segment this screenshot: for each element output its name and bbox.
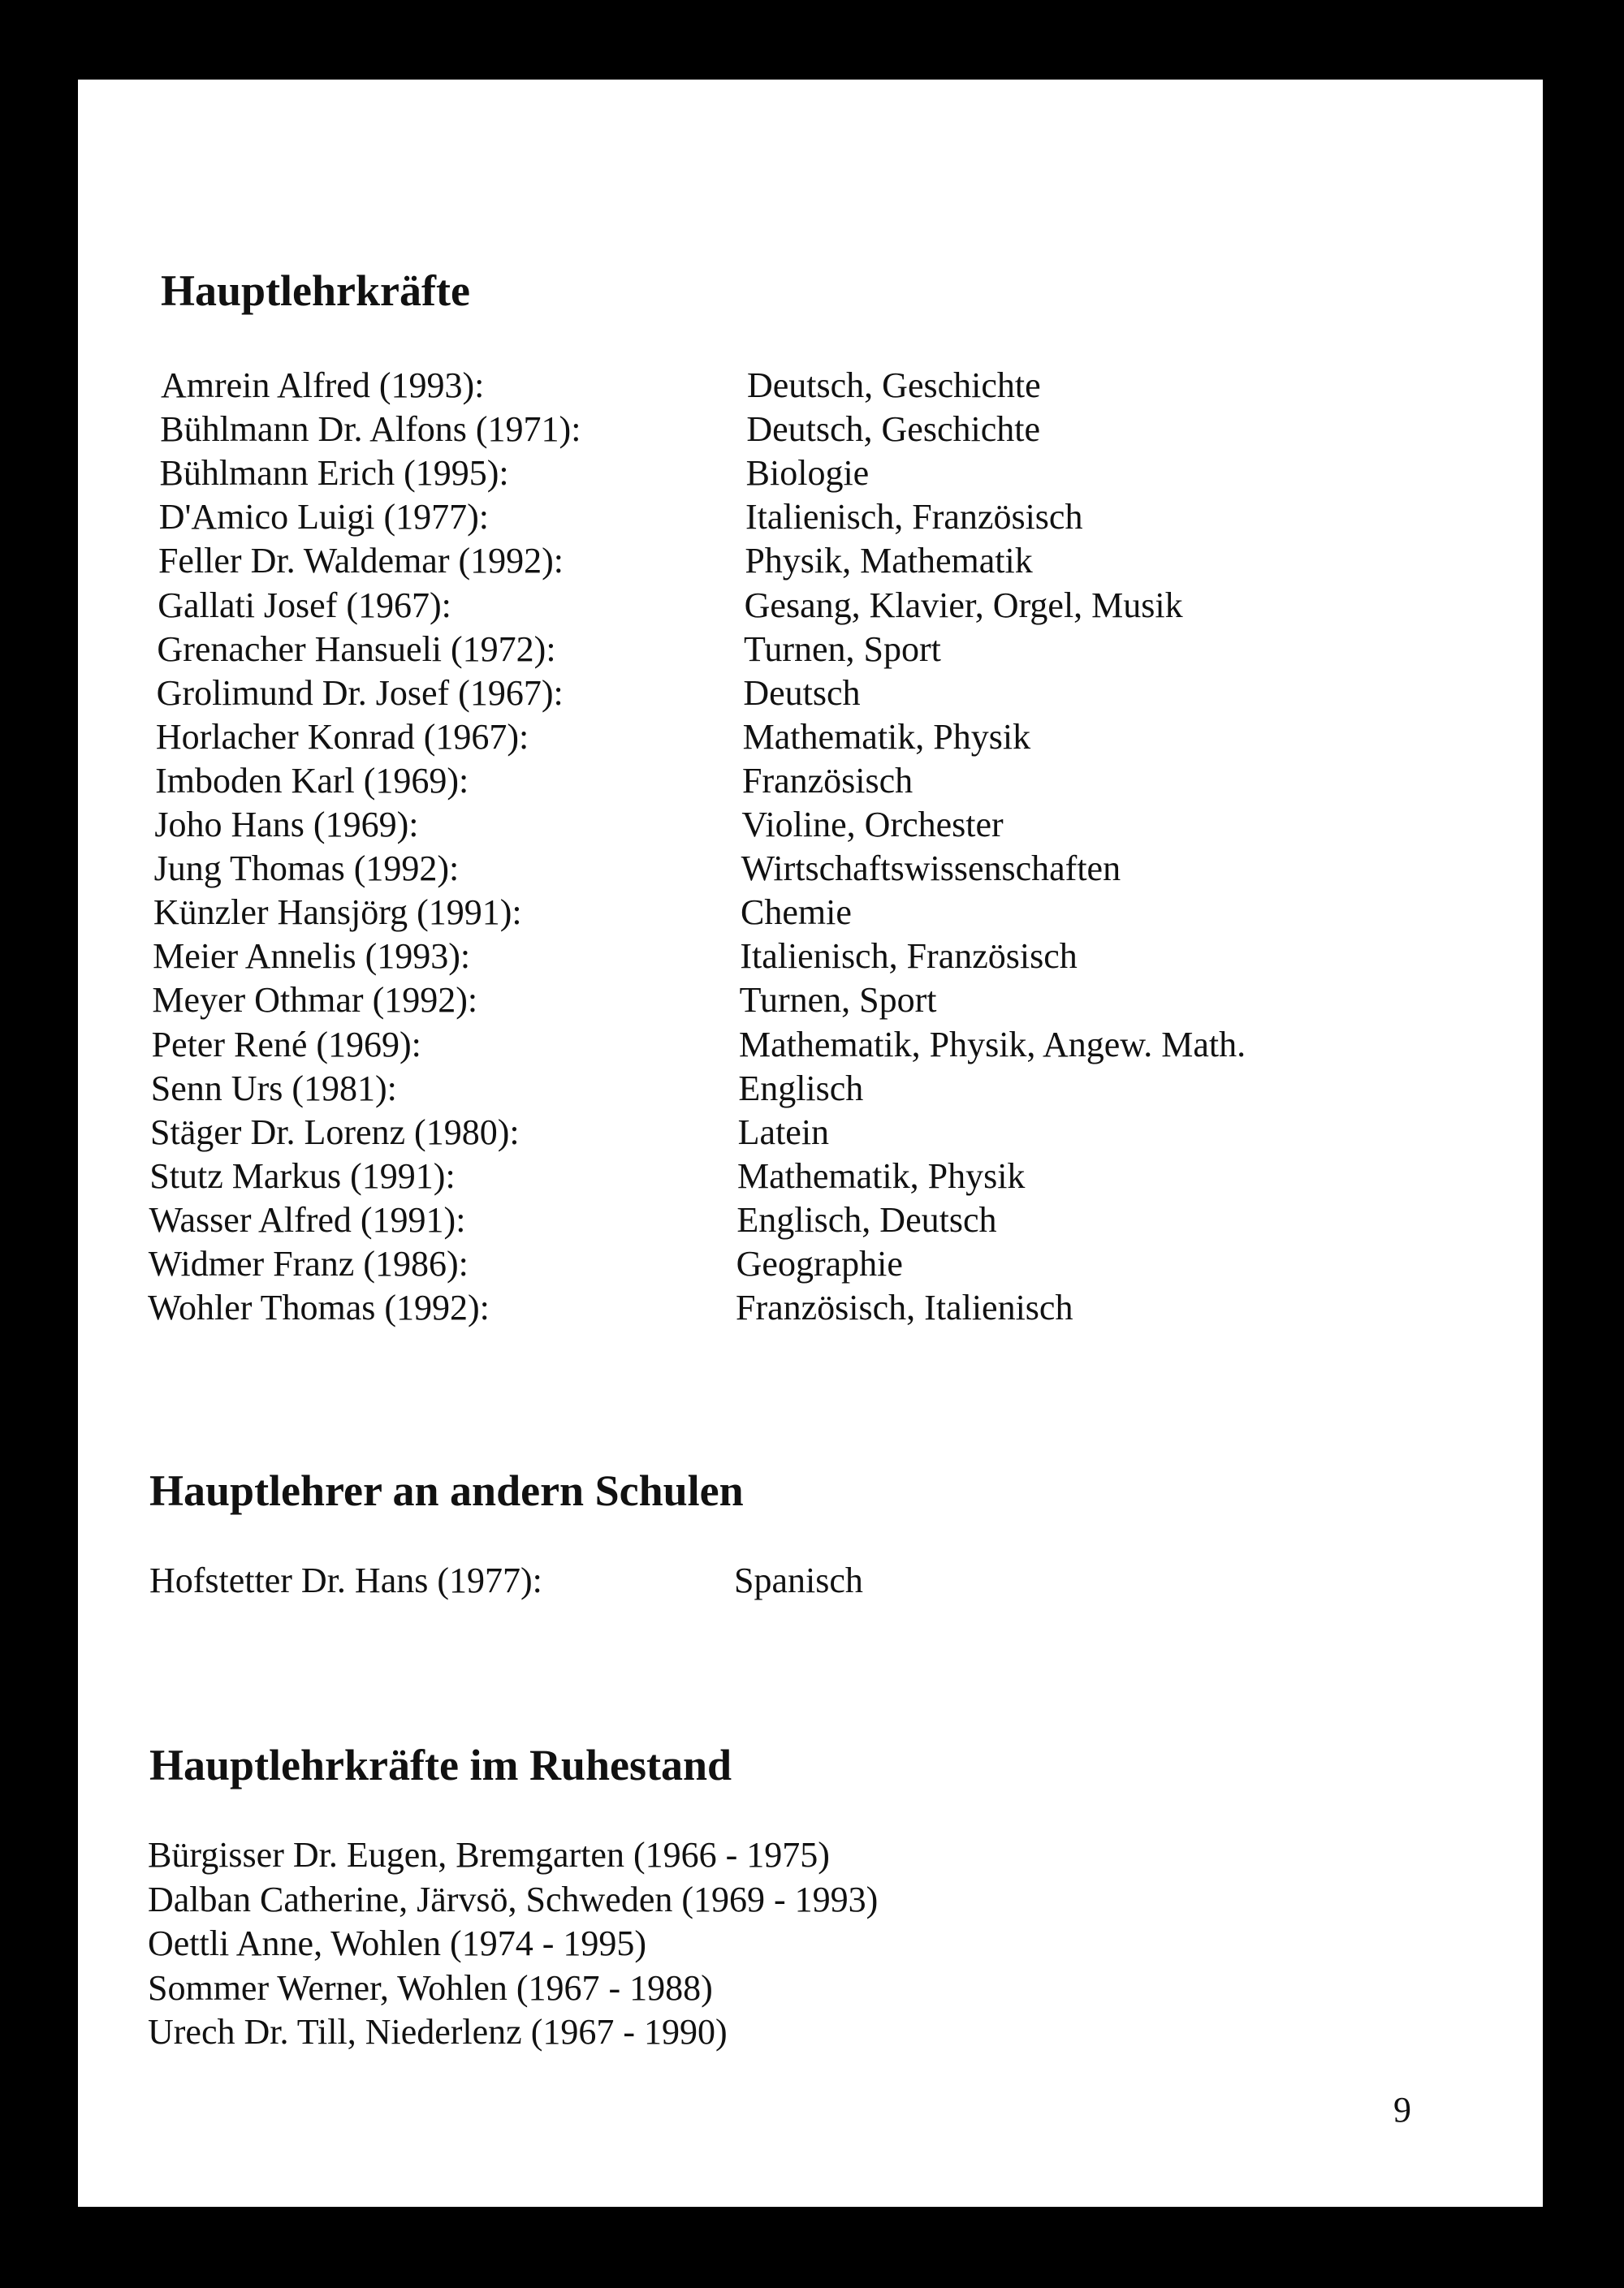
teacher-subject: Französisch, Italienisch [736,1288,1073,1328]
section-heading-main-staff: Hauptlehrkräfte [161,266,470,315]
teacher-name: Stutz Markus (1991): [149,1155,456,1196]
teacher-name: Meier Annelis (1993): [153,936,471,977]
teacher-name: Meyer Othmar (1992): [152,980,478,1021]
section-heading-retired: Hauptlehrkräfte im Ruhestand [149,1741,732,1789]
list-item: Sommer Werner, Wohlen (1967 - 1988) [148,1967,713,2008]
teacher-subject: Biologie [745,453,870,494]
teacher-subject: Deutsch, Geschichte [747,365,1041,405]
teacher-name: Grenacher Hansueli (1972): [157,628,556,669]
list-item: Bürgisser Dr. Eugen, Bremgarten (1966 - 1975) [148,1835,830,1875]
teacher-name: D'Amico Luigi (1977): [158,497,490,537]
teacher-name: Joho Hans (1969): [154,805,419,844]
teacher-name: Peter René (1969): [151,1024,421,1064]
teacher-subject: Französisch [742,760,914,801]
teacher-subject: Wirtschaftswissenschaften [741,848,1121,889]
teacher-name: Stäger Dr. Lorenz (1980): [150,1112,520,1152]
teacher-name: Horlacher Konrad (1967): [155,716,529,757]
teacher-subject: Turnen, Sport [739,980,937,1021]
teacher-name: Senn Urs (1981): [150,1068,397,1108]
teacher-name: Widmer Franz (1986): [148,1244,469,1284]
list-item: Oettli Anne, Wohlen (1974 - 1995) [148,1923,647,1963]
teacher-subject: Mathematik, Physik, Angew. Math. [739,1024,1246,1064]
list-item: Urech Dr. Till, Niederlenz (1967 - 1990) [148,2012,728,2052]
teacher-subject: Geographie [736,1244,903,1284]
teacher-subject: Deutsch, Geschichte [746,409,1040,450]
teacher-subject: Chemie [741,892,852,933]
teacher-subject: Englisch [738,1068,864,1108]
teacher-name: Gallati Josef (1967): [158,585,451,625]
list-item: Dalban Catherine, Järvsö, Schweden (1969 - 1993) [148,1879,879,1919]
teacher-subject: Deutsch [743,672,861,713]
section-heading-other-schools: Hauptlehrer an andern Schulen [149,1466,744,1515]
teacher-name: Bühlmann Dr. Alfons (1971): [160,409,581,450]
teacher-subject: Mathematik, Physik [742,716,1031,757]
teacher-name: Jung Thomas (1992): [153,848,460,889]
teacher-name: Imboden Karl (1969): [155,760,469,801]
teacher-subject: Spanisch [734,1561,863,1600]
teacher-subject: Italienisch, Französisch [745,497,1083,537]
page-number: 9 [1393,2090,1411,2130]
teacher-subject: Latein [737,1112,830,1152]
teacher-name: Grolimund Dr. Josef (1967): [156,672,564,713]
teacher-name: Hofstetter Dr. Hans (1977): [149,1561,542,1600]
teacher-subject: Englisch, Deutsch [736,1199,997,1240]
teacher-subject: Italienisch, Französisch [740,936,1078,977]
teacher-subject: Mathematik, Physik [737,1155,1026,1196]
teacher-name: Feller Dr. Waldemar (1992): [158,541,564,581]
teacher-subject: Violine, Orchester [741,805,1004,844]
teacher-name: Künzler Hansjörg (1991): [153,892,522,933]
teacher-name: Wasser Alfred (1991): [149,1199,466,1240]
document-page [78,80,1543,2207]
teacher-subject: Physik, Mathematik [745,541,1033,581]
teacher-subject: Gesang, Klavier, Orgel, Musik [744,585,1183,625]
teacher-name: Wohler Thomas (1992): [148,1288,490,1328]
teacher-name: Bühlmann Erich (1995): [159,453,509,494]
teacher-name: Amrein Alfred (1993): [161,365,485,405]
teacher-subject: Turnen, Sport [744,628,941,669]
